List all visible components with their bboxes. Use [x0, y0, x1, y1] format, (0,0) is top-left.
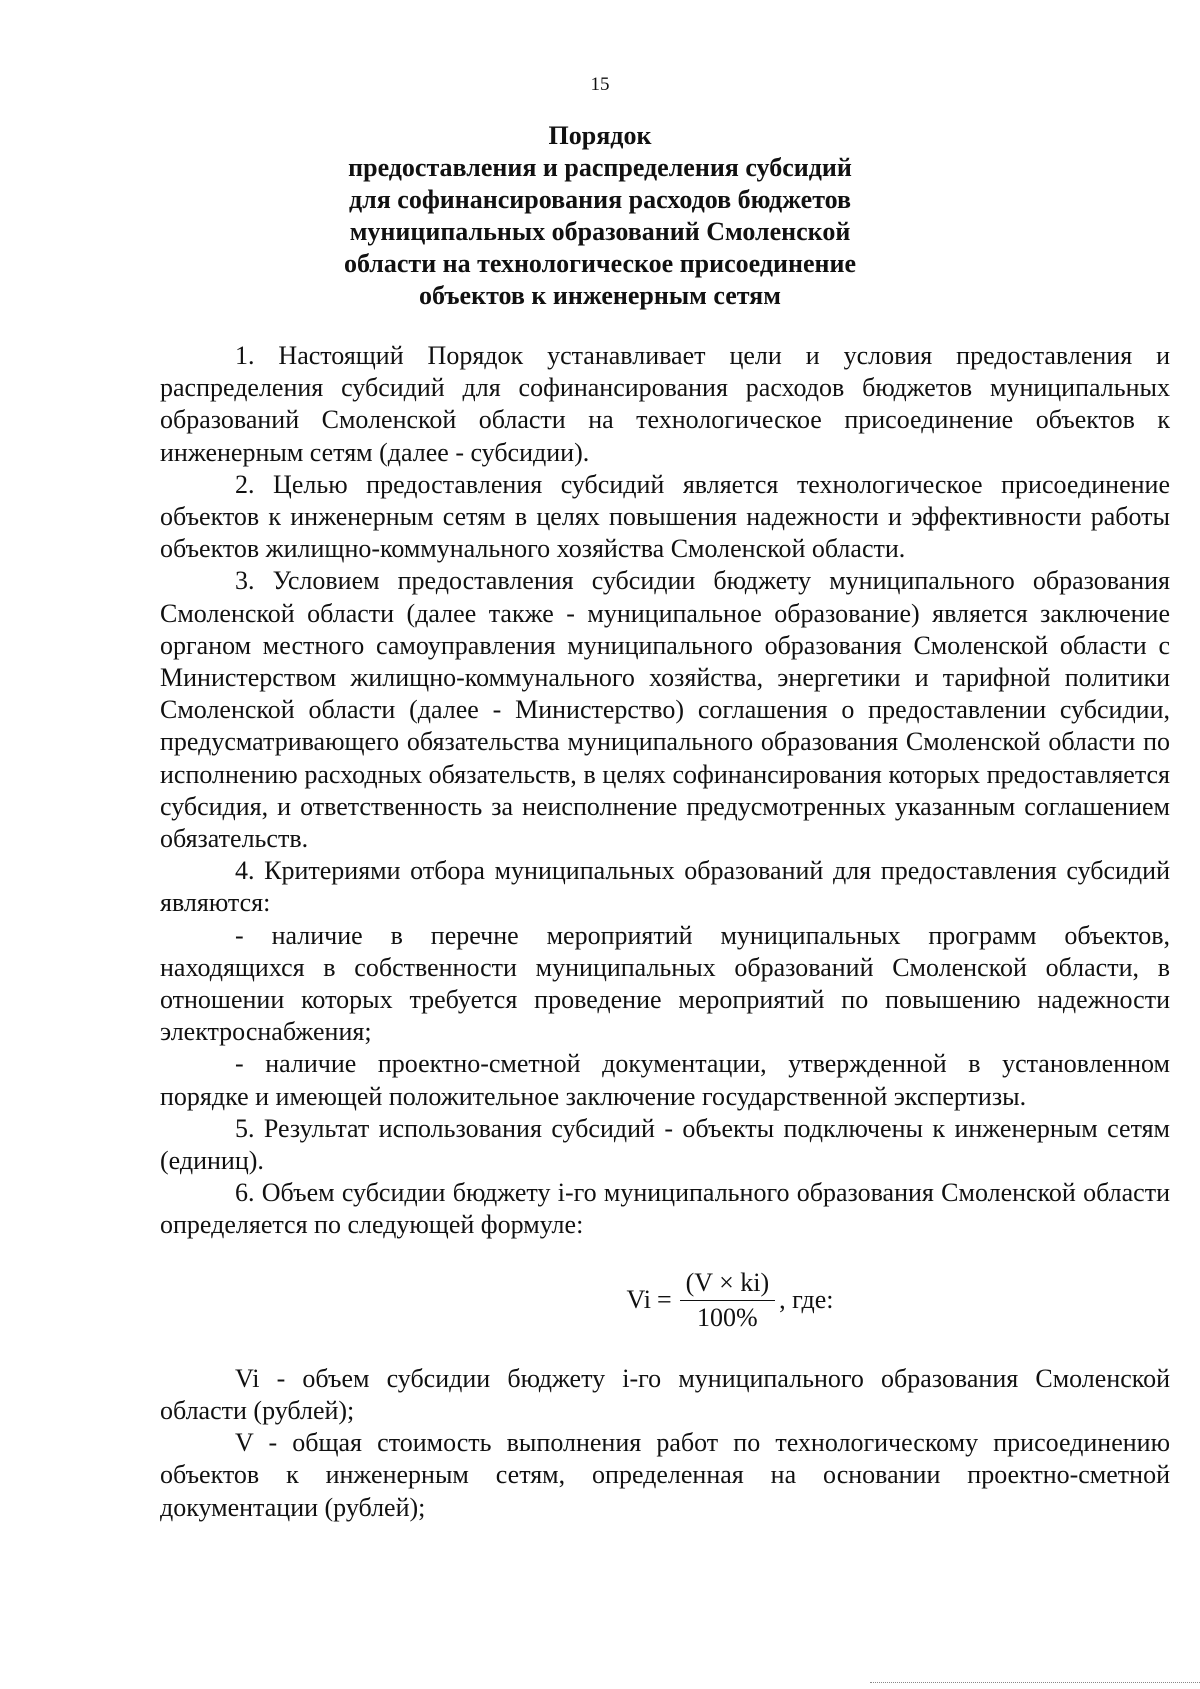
formula-lhs: Vi: [626, 1285, 651, 1315]
definition-v: V - общая стоимость выполнения работ по технологическому присоединению объектов к инженерным сетям, определенная на основании проектно-сметной документации (рублей);: [160, 1428, 1170, 1522]
formula-numerator: (V × ki): [680, 1268, 776, 1301]
paragraph-3: 3. Условием предоставления субсидии бюджету муниципального образования Смоленской области (далее также - муниципальное образование) является заключение органом местного самоуправления муниципального образования Смоленской области с Министерством жилищно-коммунального хозяйства, энергетики и тарифной политики Смоленской области (далее - Министерство) соглашения о предоставлении субсидии, предусматривающего обязательства муниципального образования Смоленской области по исполнению расходных обязательств, в целях софинансирования которых предоставляется субсидия, и ответственность за неисполнение предусмотренных указанным соглашением обязательств.: [160, 566, 1170, 854]
paragraph-4: 4. Критериями отбора муниципальных образований для предоставления субсидий являются:: [160, 856, 1170, 918]
criteria-item-2: - наличие проектно-сметной документации, утвержденной в установленном порядке и имеющей положительное заключение государственной экспертизы.: [160, 1049, 1170, 1111]
paragraph-6: 6. Объем субсидии бюджету i-го муниципального образования Смоленской области определяется по следующей формуле:: [160, 1178, 1170, 1240]
document-title: [300, 120, 900, 312]
formula-fraction: [680, 1268, 776, 1333]
title-line: муниципальных образований Смоленской: [349, 217, 851, 246]
paragraph-1: 1. Настоящий Порядок устанавливает цели и условия предоставления и распределения субсидий для софинансирования расходов бюджетов муниципальных образований Смоленской области на технологическое присоединение объектов к инженерным сетям (далее - субсидии).: [160, 341, 1170, 467]
subsidy-formula: [160, 1268, 1170, 1333]
title-line: объектов к инженерным сетям: [419, 281, 781, 310]
bottom-divider: [870, 1682, 1200, 1683]
paragraph-5: 5. Результат использования субсидий - объекты подключены к инженерным сетям (единиц).: [160, 1113, 1170, 1176]
title-line: области на технологическое присоединение: [343, 249, 857, 278]
formula-denominator: 100%: [697, 1302, 758, 1332]
title-line: предоставления и распределения субсидий: [348, 153, 852, 182]
definition-vi: Vi - объем субсидии бюджету i-го муниципального образования Смоленской области (рублей);: [160, 1363, 1170, 1425]
page-number: 15: [590, 74, 610, 95]
title-heading: Порядок: [548, 121, 652, 150]
formula-equals: =: [656, 1285, 672, 1315]
document-body: [160, 340, 1170, 1524]
criteria-item-1: - наличие в перечне мероприятий муниципальных программ объектов, находящихся в собственности муниципальных образований Смоленской области, в отношении которых требуется проведение мероприятий по повышению надежности электроснабжения;: [160, 920, 1170, 1047]
paragraph-2: 2. Целью предоставления субсидий является технологическое присоединение объектов к инженерным сетям в целях повышения надежности и эффективности работы объектов жилищно-коммунального хозяйства Смоленской области.: [160, 469, 1170, 564]
title-line: для софинансирования расходов бюджетов: [348, 185, 852, 214]
formula-tail: , где:: [779, 1285, 834, 1315]
